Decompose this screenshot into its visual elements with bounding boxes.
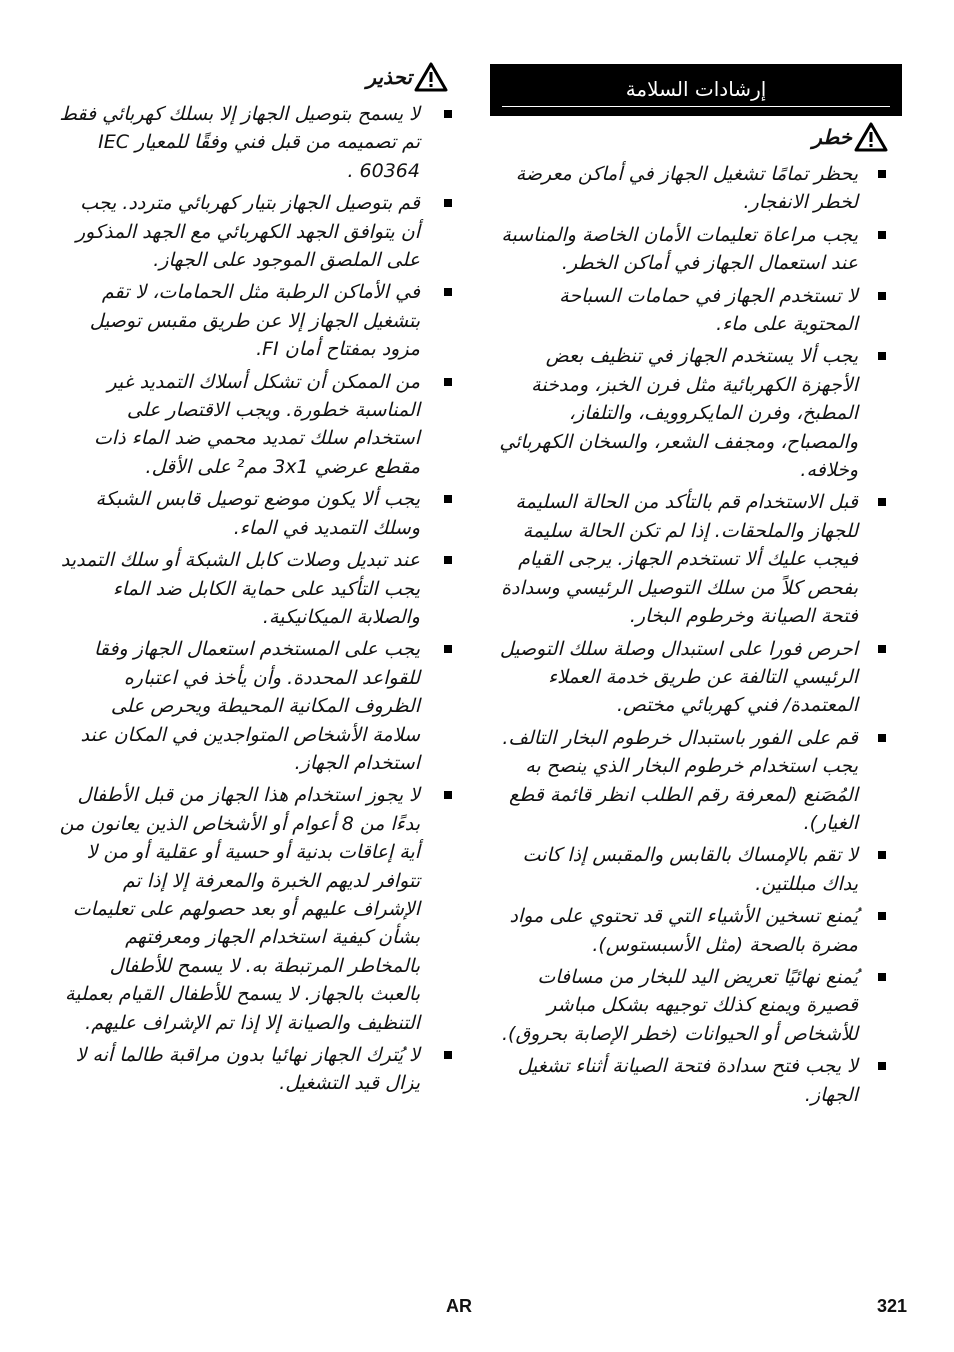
warning-heading (58, 60, 456, 94)
bullet-icon (444, 1051, 452, 1059)
list-item: يجب على المستخدم استعمال الجهاز وفقا للقواعد المحددة. وأن يأخذ في اعتباره الظروف المكانية المحيطة ويحرص على سلامة الأشخاص المتواجدين في المكان عند استخدام الجهاز. (58, 635, 456, 777)
bullet-icon (878, 292, 886, 300)
danger-list (490, 160, 902, 1109)
list-item: لا يسمح بتوصيل الجهاز إلا بسلك كهربائي فقط تم تصميمه من قبل فني وفقًا للمعيار IEC 60364 . (58, 100, 456, 185)
bullet-icon (878, 912, 886, 920)
banner-rule (502, 106, 890, 107)
bullet-icon (878, 170, 886, 178)
list-item: يُمنع تسخين الأشياء التي قد تحتوي على مواد مضرة بالصحة (مثل الأسبستوس). (490, 902, 902, 959)
list-item: عند تبديل وصلات كابل الشبكة أو سلك التمديد يجب التأكيد على حماية الكابل ضد الماء والصلابة الميكانيكية. (58, 546, 456, 631)
list-item: يُمنع نهائيًا تعريض اليد للبخار من مسافات قصيرة ويمنع كذلك توجيهه بشكل مباشر للأشخاص أو الحيوانات (خطر الإصابة بحروق). (490, 963, 902, 1048)
danger-heading (490, 120, 902, 154)
footer-page-number: 321 (877, 1296, 908, 1316)
danger-heading-text: خطر (812, 125, 852, 149)
section-title: إرشادات السلامة (625, 77, 767, 101)
list-item: يجب ألا يستخدم الجهاز في تنظيف بعض الأجهزة الكهربائية مثل فرن الخبز، ومدخنة المطبخ، وفرن المايكروويف، والتلفاز، والمصباح، ومجفف الشعر، والسخان الكهربائي وخلافه. (490, 342, 902, 484)
list-item: قم على الفور باستبدال خرطوم البخار التالف. يجب استخدام خرطوم البخار الذي ينصح به المُصَنع (لمعرفة رقم الطلب انظر قائمة قطع الغيار). (490, 724, 902, 838)
bullet-icon (444, 645, 452, 653)
bullet-icon (878, 1062, 886, 1070)
bullet-icon (878, 973, 886, 981)
bullet-icon (878, 352, 886, 360)
list-item: لا تقم بالإمساك بالقابس والمقبس إذا كانت يداك مبللتين. (490, 841, 902, 898)
list-item: لا يجوز استخدام هذا الجهاز من قبل الأطفال بدءًا من 8 أعوام أو الأشخاص الذين يعانون من أية إعاقات بدنية أو حسية أو عقلية أو من لا تتوافر لديهم الخبرة والمعرفة إلا إذا تم الإشراف عليهم أو بعد حصولهم على تعليمات بشأن كيفية استخدام الجهاز ومعرفتهم بالمخاطر المرتبطة به. لا يسمح للأطفال بالعبث بالجهاز. لا يسمح للأطفال القيام بعملية التنظيف والصيانة إلا إذا تم الإشراف عليهم. (58, 781, 456, 1037)
list-item: لا يجب فتح سدادة فتحة الصيانة أثناء تشغيل الجهاز. (490, 1052, 902, 1109)
bullet-icon (878, 851, 886, 859)
bullet-icon (444, 288, 452, 296)
bullet-icon (444, 495, 452, 503)
warning-list (58, 100, 456, 1098)
list-item: لا تستخدم الجهاز في حمامات السباحة المحتوية على ماء. (490, 282, 902, 339)
bullet-icon (878, 645, 886, 653)
list-item: لا يُترك الجهاز نهائيا بدون مراقبة طالما أنه لا يزال قيد التشغيل. (58, 1041, 456, 1098)
list-item: في الأماكن الرطبة مثل الحمامات، لا تقم بتشغيل الجهاز إلا عن طريق مقبس توصيل مزود بمفتاح أمان FI. (58, 278, 456, 363)
bullet-icon (444, 110, 452, 118)
list-item: من الممكن أن تشكل أسلاك التمديد غير المناسبة خطورة. ويجب الاقتصار على استخدام سلك تمديد محمي ضد الماء ذات مقطع عرضي 3x1 مم² على الأقل. (58, 368, 456, 482)
warning-triangle-icon (854, 122, 888, 152)
safety-column-right (490, 64, 902, 1113)
section-banner (490, 64, 902, 116)
footer-language: AR (446, 1296, 472, 1316)
list-item: قم بتوصيل الجهاز بتيار كهربائي متردد. يجب أن يتوافق الجهد الكهربائي مع الجهد المذكور على الملصق الموجود على الجهاز. (58, 189, 456, 274)
list-item: يجب ألا يكون موضع توصيل قابس الشبكة وسلك التمديد في الماء. (58, 485, 456, 542)
warning-heading-text: تحذير (366, 65, 412, 89)
bullet-icon (878, 734, 886, 742)
list-item: احرص فورا على استبدال وصلة سلك التوصيل الرئيسي التالفة عن طريق خدمة العملاء المعتمدة/ فني كهربائي مختص. (490, 635, 902, 720)
bullet-icon (878, 498, 886, 506)
list-item: يجب مراعاة تعليمات الأمان الخاصة والمناسبة عند استعمال الجهاز في أماكن الخطر. (490, 221, 902, 278)
bullet-icon (878, 231, 886, 239)
warning-triangle-icon (414, 62, 448, 92)
list-item: يحظر تمامًا تشغيل الجهاز في أماكن معرضة لخطر الانفجار. (490, 160, 902, 217)
bullet-icon (444, 378, 452, 386)
bullet-icon (444, 791, 452, 799)
safety-column-left (58, 60, 456, 1102)
list-item: قبل الاستخدام قم بالتأكد من الحالة السليمة للجهاز والملحقات. إذا لم تكن الحالة سليمة فيجب عليك ألا تستخدم الجهاز. يرجى القيام بفحص كلاً من سلك التوصيل الرئيسي وسدادة فتحة الصيانة وخرطوم البخار. (490, 488, 902, 630)
bullet-icon (444, 199, 452, 207)
bullet-icon (444, 556, 452, 564)
